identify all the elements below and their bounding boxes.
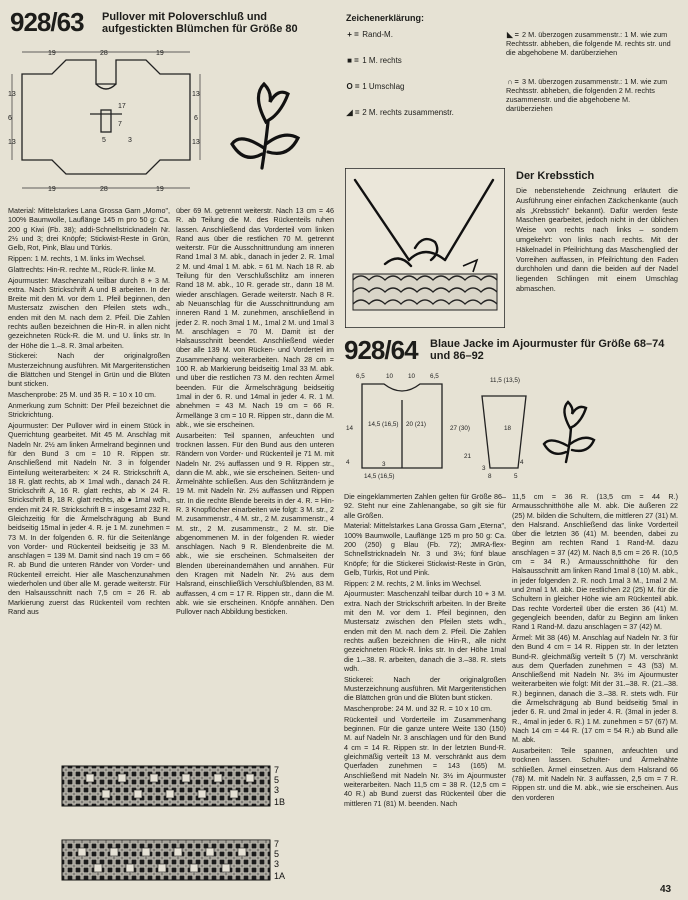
- legend-item: [346, 82, 496, 108]
- legend-item: [346, 30, 496, 56]
- chart-a-row-7: 7: [274, 839, 280, 849]
- paragraph: Ajourmuster: Der Pullover wird in einem Stück in Querrichtung gearbeitet. Mit 45 M. Anschlag mit Nadeln Nr. 2½ am linken Ärmelrand beginnen und für den Bund 3 cm = 10 R. Rippen str. Anschließend mit Nadeln Nr. 3 in folgender Einteilung weiterarbeiten: ✕ 24 R. Strickschrift A, 18 R. glatt rechts, ab ✕ 1mal wdh., danach 24 R. Strickschrift A, 16 R. glatt rechts, ab ✕ 24 R. Strickschrift B, 18 R. glatt rechts, ab ● 1mal wdh., enden mit 24 R. Strickschrift B = insgesamt 232 R. Gleichzeitig für die Ärmelschrägung ab Bund beidseitig 15mal in jeder 4. R. je 1 M. zunehmen = 73 M. In der folgenden 6. R. für die Seitenlänge von Vorder- und Rückenteil beidseitig je 33 M. anschlagen = 139 M. Damit sind nach 19 cm = 66 R. ab Bund die unteren Ränder von Vorder- und Rückenteil erreicht. Hier alle Maschenzunahmen wiederholen und über alle M. gerade weiterstr. Für den Halsausschnitt nach 7,5 cm = 26 R. ab Markierung zuerst das Rückenteil vom rechten Rand aus: [8, 421, 170, 616]
- legend-right: [506, 30, 678, 113]
- chart-b-row-7: 7: [274, 765, 280, 775]
- dim-6-left: 6: [8, 115, 12, 122]
- dim-3-sleeve: 3: [482, 465, 486, 472]
- dim-5: 5: [102, 137, 106, 144]
- dim-21: 21: [464, 453, 472, 460]
- paragraph: Ausarbeiten: Teile spannen, anfeuchten und trocknen lassen. Schulter- und Ärmelnähte schließen. Ärmel einsetzen. Aus dem Halsrand 66 (78) M. mit Nadeln Nr. 3 auffassen, 2,5 cm = 7 R. Rippen str. und die M. abk., wie sie erscheinen. Aus den vorderen: [512, 746, 678, 802]
- knitting-charts: [58, 762, 290, 890]
- paragraph: Rippen: 2 M. rechts, 2 M. links im Wechsel.: [344, 578, 482, 588]
- paragraph: Die eingeklammerten Zahlen gelten für Größe 86–92. Steht nur eine Zahlenangabe, so gilt sie für alle Größen.: [344, 492, 506, 520]
- legend-text: 1 Umschlag: [362, 82, 405, 91]
- dim-6-5-right: 6,5: [430, 373, 439, 380]
- dim-19-bottom-left: 19: [48, 186, 56, 193]
- paragraph: Stickerei: Nach der originalgroßen Musterzeichnung ausführen. Mit Margeritenstichen die Blättchen und Stengel in Grün und die Blüten bunt sticken.: [8, 351, 170, 389]
- legend-text: Rand-M.: [362, 30, 393, 39]
- pattern-number-64: 928/64: [344, 335, 418, 365]
- text-column-63-2: [176, 206, 334, 618]
- paragraph: Stickerei: Nach der originalgroßen Musterzeichnung ausführen. Mit Margeritenstichen die Blättchen grün und die Blüten bunt sticken.: [344, 674, 506, 703]
- krebsstich-text: Die nebenstehende Zeichnung erläutert die Ausführung einer einfachen Zäckchenkante (auch als „Krebsstich" bekannt). Dafür werden feste Maschen gearbeitet, jedoch nicht in der üblichen Weise von rechts nach links – sondern umgekehrt: von links nach rechts. Mit der Häkelnadel in Pfeilrichtung das Maschenglied der Vorreihen auffassen, in Pfeilrichtung den Faden durchholen und dann die beiden auf der Nadel liegenden Schlingen mit einem Umschlag abmaschen.: [516, 186, 678, 293]
- paragraph: Rückenteil und Vorderteile im Zusammenhang beginnen. Für die ganze untere Weite 130 (150) M. auf Nadeln Nr. 3 anschlagen und für den Bund 4 cm = 14 R. Rippen str. In der letzten Bund-R. gleichmäßig verteilt 13 M. verschränkt aus dem Querfaden zunehmen = 143 (165) M. Anschließend mit Nadeln Nr. 3½ im Ajourmuster weiterarbeiten. Nach 11,5 cm = 38 R. (12,5 cm = 40 R.) ab Bund zuerst das Rückenteil über die mittleren 71 (81) M. beenden. Nach: [344, 714, 506, 808]
- text-column-64-1: [344, 492, 506, 809]
- paragraph: Material: Mittelstarkes Lana Grossa Garn „Eterna", 100% Baumwolle, Lauflänge 125 m pro 50 g: Ca. 200 (250) g Blau (Fb. 72); JMRA-flex-Schnellstricknadeln Nr. 3 und 3½; fünf blaue Knöpfe; für die Stickerei Stickwist-Reste in Grün, Gelb, Türkis, Rot und Pink.: [344, 521, 506, 577]
- dim-13-left-top: 13: [8, 91, 16, 98]
- dim-14-left: 14: [346, 425, 354, 432]
- dim-17: 17: [118, 103, 126, 110]
- dim-19-top-right: 19: [156, 50, 164, 57]
- paragraph: Rippen: 1 M. rechts, 1 M. links im Wechsel.: [8, 253, 146, 263]
- dim-14-5-bottom: 14,5 (16,5): [364, 473, 395, 480]
- dim-6-5-left: 6,5: [356, 373, 365, 380]
- text-column-63-1: [8, 206, 170, 618]
- dim-11-5: 11,5 (13,5): [490, 377, 520, 384]
- dim-19-top-left: 19: [48, 50, 56, 57]
- krebsstich-title: Der Krebsstich: [516, 170, 595, 182]
- dim-28-bottom: 28: [100, 186, 108, 193]
- dim-10-a: 10: [386, 373, 394, 380]
- paragraph: Maschenprobe: 25 M. und 35 R. = 10 x 10 cm.: [8, 390, 157, 400]
- pullover-schematic: [8, 44, 204, 196]
- legend-text: 1 M. rechts: [362, 56, 402, 65]
- dim-19-bottom-right: 19: [156, 186, 164, 193]
- jacket-schematic: [342, 370, 528, 482]
- chart-b-row-3: 3: [274, 785, 280, 795]
- legend-symbol: ■ =: [347, 56, 359, 65]
- dim-13-right-top: 13: [192, 91, 200, 98]
- dim-3: 3: [382, 461, 386, 468]
- pattern-title-63: Pullover mit Poloverschluß und aufgestickten Blümchen für Größe 80: [102, 11, 298, 35]
- crab-stitch-illustration: [345, 168, 505, 328]
- legend-item: [506, 77, 678, 113]
- legend-text: 2 M. rechts zusammenstr.: [362, 108, 454, 117]
- dim-3: 3: [128, 137, 132, 144]
- chart-b-row-1b: 1B: [274, 797, 286, 807]
- dim-4-right: 4: [520, 459, 524, 466]
- text-column-64-2: [512, 492, 678, 803]
- chart-b: [62, 766, 270, 806]
- legend-symbol: ◣ =: [507, 30, 519, 39]
- dim-13-right-bottom: 13: [192, 139, 200, 146]
- legend-left: [346, 30, 496, 134]
- legend-title: Zeichenerklärung:: [346, 13, 425, 23]
- paragraph: Material: Mittelstarkes Lana Grossa Garn „Momo", 100% Baumwolle, Lauflänge 145 m pro 50 g: Ca. 200 g Kiwi (Fb. 38); addi-Schnellstricknadeln Nr. 2½ und 3; drei Knöpfe; Stickwist-Reste in Grün, Gelb, Rot, Pink, Blau und Türkis.: [8, 206, 170, 253]
- dim-4-left: 4: [346, 459, 350, 466]
- chart-a-row-3: 3: [274, 859, 280, 869]
- chart-a: [62, 840, 270, 880]
- dim-13-left-bottom: 13: [8, 139, 16, 146]
- dim-20: 20 (21): [406, 421, 426, 428]
- paragraph: über 69 M. getrennt weiterstr. Nach 13 cm = 46 R. ab Teilung die M. des Rückenteils ruhen lassen. Anschließend das Vorderteil vom linken Rand aus über die restlichen 70 M. getrennt weiterstr. Für die Ausschnittrundung am inneren Rand 1mal 3 M. abk., danach in jeder 2. R. 1mal 2 M. und 4mal 1 M. abk. = 61 M. Nach 18 R. ab Teilung für den Verschlußschlitz am inneren Rand 18 M. abk., 10 R. gerade str., dann 18 M. wieder anschlagen. Gerade weiterstr. Nach 8 R. ab Neuanschlag für die Ausschnittrundung am inneren Rand 1 M. zunehmen, anschließend in jeder 2. R. noch 3mal 1 M., 1mal 2 M. und 1mal 3 M. anschlagen = 70 M. Damit ist der Halsausschnitt beendet. Anschließend wieder über alle 139 M. von Rücken- und Vorderteil im Zusammenhang weiterarbeiten. Nach 28 cm = 100 R. ab Markierung beidseitig 1mal 33 M. abk. und über die restlichen 73 M. den rechten Ärmel beenden. Für die Ärmelschrägung beidseitig 1mal in der 6. R. und 14mal in jeder 4. R. 1 M. abnehmen = 43 M. Nach 19 cm = 66 R. Ärmellänge 3 cm = 10 R. Rippen str., dann die M. abk., wie sie erscheinen.: [176, 206, 334, 429]
- paragraph: Ajourmuster: Maschenzahl teilbar durch 10 + 3 M. extra. Nach der Strickschrift arbeiten. In der Breite mit den M. vor dem 1. Pfeil beginnen, den Mustersatz zwischen den Pfeilen stets wdh., enden mit den M. nach dem 2. Pfeil. Die Zahlen rechts außen bezeichnen die Hin-R., alle nicht gezeichneten Rück-R. links str. In der Höhe 1mal die 1.–38. R. arbeiten, danach die 3.–38. R. stets wdh.: [344, 589, 506, 673]
- legend-item: [346, 108, 496, 134]
- legend-text: 2 M. überzogen zusammenstr.: 1 M. wie zum Rechtsstr. abheben, die folgende M. rechts str. und die abgehobene M. darüberziehen: [506, 30, 671, 57]
- paragraph: Ajourmuster: Maschenzahl teilbar durch 8 + 3 M. extra. Nach Strickschrift A und B arbeiten. In der Breite mit den M. vor dem 1. Pfeil beginnen, den Mustersatz zwischen den Pfeilen stets wdh., enden mit den M. nach dem 2. Pfeil. Die Zahlen rechts außen bezeichnen die Hin-R. in allen nicht gezeichneten Rück-R. die M. und U. links str. In der Höhe die 1.–8. R. 3mal arbeiten.: [8, 275, 170, 350]
- legend-symbol: ◢ =: [346, 108, 360, 117]
- chart-a-row-1a: 1A: [274, 871, 286, 881]
- legend-item: [346, 56, 496, 82]
- paragraph: 11,5 cm = 36 R. (13,5 cm = 44 R.) Armausschnitthöhe alle M. abk. Die äußeren 22 (25) M. bilden die Schultern, die mittleren 27 (31) M. den Halsrand. Anschließend das linke Vorderteil über die letzten 36 (41) M. beenden, dabei zu Beginn am rechten Rand 1 Rand-M. dazu anschlagen = 37 (42) M. Nach 8,5 cm = 26 R. (10,5 cm = 34 R.) Armausschnitthöhe für den Halsausschnitt am linken Rand 1mal 8 (10) M. abk., in jeder folgenden 2. R. noch 1mal 3 M., 1mal 2 M. und 2mal 1 M. abk. Die restlichen 22 (25) M. für die Schultern in gleicher Höhe wie am Rückenteil abk. Das rechte Vorderteil über die ersten 36 (41) M. gegengleich beenden, dafür zu Beginn am linken Rand 1 Rand-M. dazu anschlagen = 37 (42) M.: [512, 492, 678, 632]
- pattern-title-64: Blaue Jacke im Ajourmuster für Größe 68–74 und 86–92: [430, 338, 665, 362]
- legend-symbol: + =: [347, 30, 359, 39]
- paragraph: Ärmel: Mit 38 (46) M. Anschlag auf Nadeln Nr. 3 für den Bund 4 cm = 14 R. Rippen str. In der letzten Bund-R. gleichmäßig verteilt 5 (7) M. verschränkt aus dem Querfaden zunehmen = 43 (53) M. Anschließend mit Nadeln Nr. 3½ im Ajourmuster weiterarbeiten wie folgt: Mit der 31.–38. R. (21.–38. R.) beginnen, danach die 3.–38. R. stets wdh. Für die Ärmelschrägung ab Bund beidseitig 5mal in jeder 6. R. und 2mal in jeder 4. R. (3mal in jeder 8. R., 4mal in jeder 6. R.) 1 M. zunehmen = 57 (67) M. Nach 14 cm = 44 R. (17 cm = 54 R.) ab Bund alle M. abk.: [512, 632, 678, 745]
- legend-item: [506, 30, 678, 57]
- page-number: 43: [660, 884, 672, 895]
- dim-27: 27 (30): [450, 425, 470, 432]
- paragraph: Ausarbeiten: Teil spannen, anfeuchten und trocknen lassen. Für den Bund aus den unteren Rändern von Vorder- und Rückenteil je 71 M. mit Nadeln Nr. 2½ auffassen und 9 R. Rippen str., dann die M. abk., wie sie erscheinen. Seiten- und Ärmelnähte schließen. Aus den Schlitzrändern je 19 M. mit Nadeln Nr. 2½ auffassen und Rippen str. In die rechte Blende bereits in der 4. R. = Hin-R. 3 Knopflöcher einarbeiten wie folgt: 3 M. str., 2 M. zusammenstr., 4 M. str., 2 M. zusammenstr., 4 M. str., 2 M. zusammenstr., 2 M. str. Die abgenommenen M. in der folgenden R. wieder anschlagen. Nach 9 R. Blendenbreite die M. abk., wie sie erscheinen. Schmalseiten der Blenden übereinandernähen und annähen. Für den Kragen mit Nadeln Nr. 2½ aus dem Halsrand, einschließlich Verschlußblenden, 83 M. auffassen, 4 cm = 17 R. Rippen str., dann die M. abk. wie sie erscheinen. Knöpfe annähen. Den Pullover nach Abbildung besticken.: [176, 430, 334, 617]
- paragraph: Maschenprobe: 24 M. und 32 R. = 10 x 10 cm.: [344, 704, 493, 714]
- legend-symbol: O =: [346, 82, 360, 91]
- dim-7: 7: [118, 121, 122, 128]
- legend-symbol: ∩ =: [507, 77, 519, 86]
- pattern-number-63: 928/63: [10, 7, 84, 37]
- flower-embroidery-icon: [222, 78, 308, 174]
- chart-b-row-5: 5: [274, 775, 280, 785]
- dim-14-5: 14,5 (16,5): [368, 421, 399, 428]
- dim-8: 8: [488, 473, 492, 480]
- flower-embroidery-small-icon: [538, 398, 598, 466]
- dim-10-b: 10: [408, 373, 416, 380]
- chart-a-row-5: 5: [274, 849, 280, 859]
- dim-5: 5: [514, 473, 518, 480]
- legend-text: 3 M. überzogen zusammenstr.: 1 M. wie zum Rechtsstr. abheben, die folgenden 2 M. rechts zusammenstr. und die abgehobene M. darüberziehen: [506, 77, 668, 113]
- paragraph: Anmerkung zum Schnitt: Der Pfeil bezeichnet die Strickrichtung.: [8, 400, 170, 420]
- paragraph: Glattrechts: Hin-R. rechte M., Rück-R. linke M.: [8, 264, 156, 274]
- dim-18: 18: [504, 425, 512, 432]
- dim-6-right: 6: [194, 115, 198, 122]
- dim-28-top: 28: [100, 50, 108, 57]
